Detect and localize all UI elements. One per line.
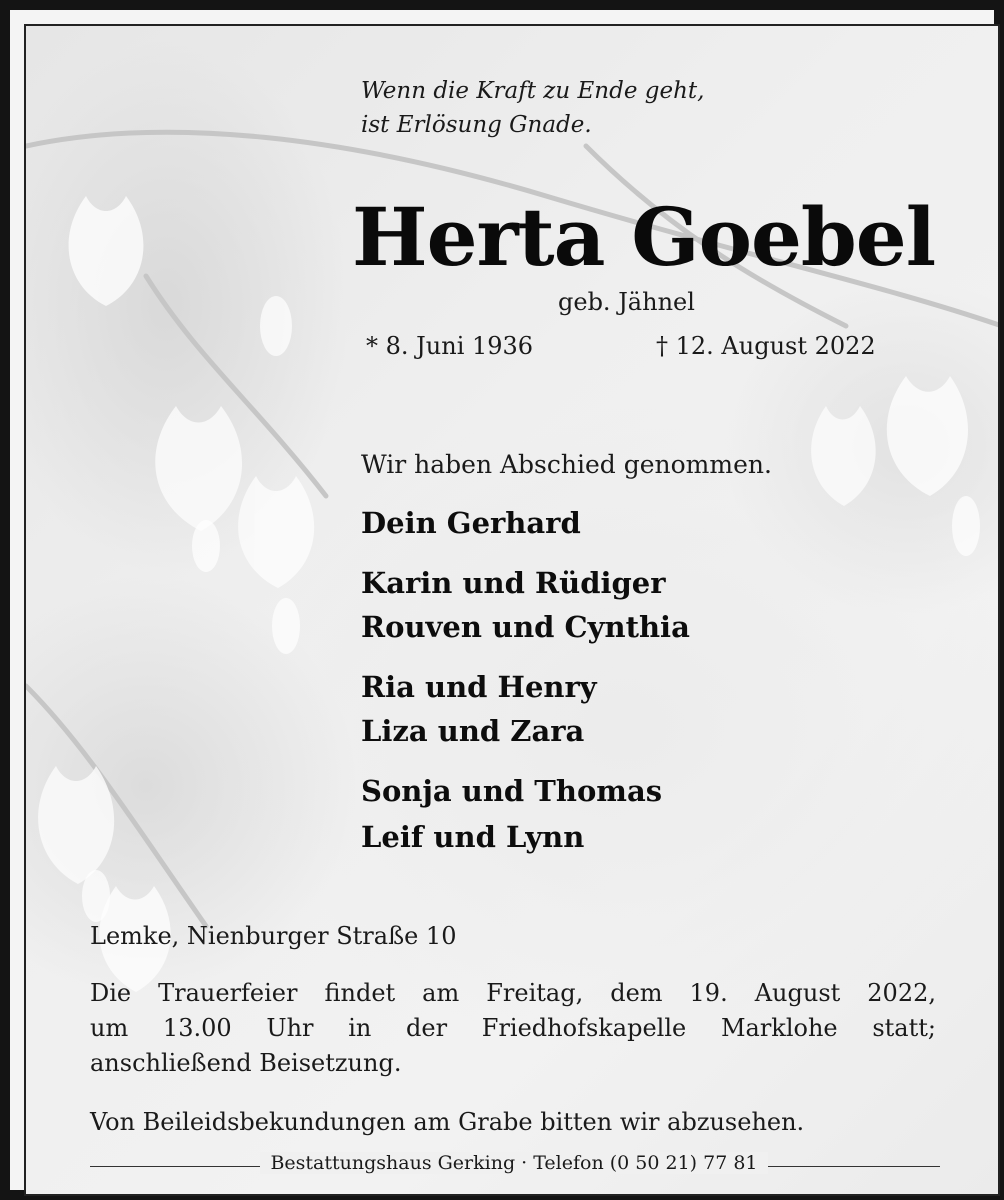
obituary-card bbox=[24, 24, 1000, 1196]
family-member: Rouven und Cynthia bbox=[361, 610, 690, 644]
family-member: Ria und Henry bbox=[361, 670, 597, 704]
family-member: Sonja und Thomas bbox=[361, 774, 663, 808]
service-line: um 13.00 Uhr in der Friedhofskapelle Marklohe statt; bbox=[90, 1014, 936, 1042]
funeral-home-contact: Bestattungshaus Gerking · Telefon (0 50 21) 77 81 bbox=[260, 1152, 767, 1174]
farewell-line: Wir haben Abschied genommen. bbox=[361, 450, 772, 479]
service-info bbox=[90, 976, 936, 1081]
service-line: anschließend Beisetzung. bbox=[90, 1049, 402, 1077]
family-member: Dein Gerhard bbox=[361, 506, 581, 540]
family-member: Karin und Rüdiger bbox=[361, 566, 666, 600]
condolence-note: Von Beileidsbekundungen am Grabe bitten wir abzusehen. bbox=[90, 1108, 805, 1136]
maiden-name: geb. Jähnel bbox=[558, 288, 695, 316]
service-line: Die Trauerfeier findet am Freitag, dem 19. August 2022, bbox=[90, 979, 936, 1007]
footer bbox=[26, 1152, 1000, 1174]
quote-line-2: ist Erlösung Gnade. bbox=[361, 112, 592, 138]
quote-line-1: Wenn die Kraft zu Ende geht, bbox=[361, 78, 705, 104]
family-member: Liza und Zara bbox=[361, 714, 585, 748]
birth-date: * 8. Juni 1936 bbox=[366, 332, 534, 360]
address: Lemke, Nienburger Straße 10 bbox=[90, 922, 457, 950]
death-date: † 12. August 2022 bbox=[656, 332, 876, 360]
family-member: Leif und Lynn bbox=[361, 820, 585, 854]
deceased-name: Herta Goebel bbox=[352, 190, 936, 284]
